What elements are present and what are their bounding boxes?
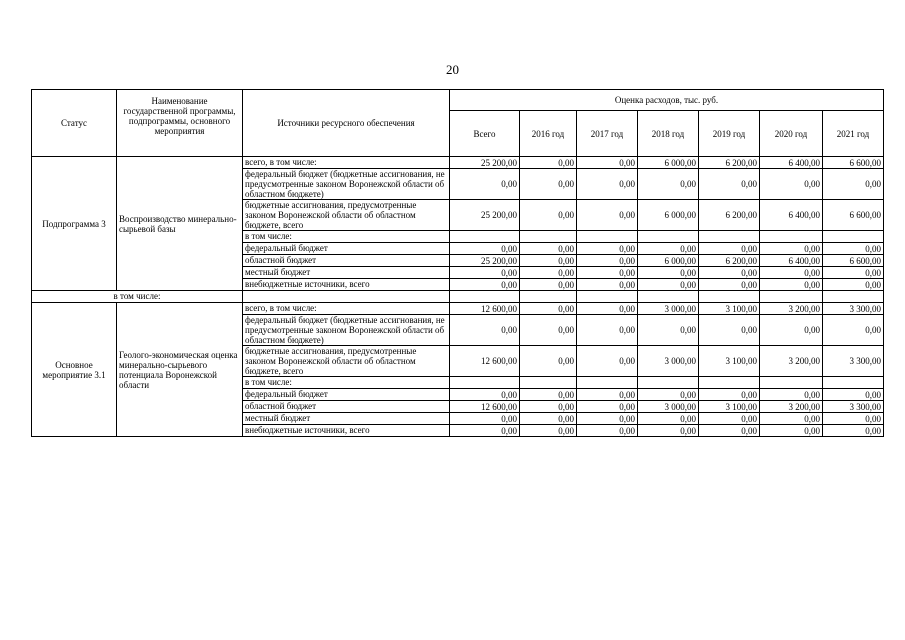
value-cell: 3 200,00 — [760, 401, 823, 413]
value-cell: 0,00 — [577, 243, 638, 255]
source-cell: внебюджетные источники, всего — [243, 279, 450, 291]
source-cell: всего, в том числе: — [243, 303, 450, 315]
value-cell: 3 100,00 — [699, 346, 760, 377]
value-cell: 0,00 — [823, 425, 884, 437]
value-cell: 0,00 — [699, 389, 760, 401]
value-cell: 0,00 — [699, 413, 760, 425]
value-cell — [823, 231, 884, 243]
value-cell — [760, 231, 823, 243]
value-cell: 0,00 — [638, 425, 699, 437]
value-cell: 0,00 — [823, 315, 884, 346]
value-cell: 6 200,00 — [699, 200, 760, 231]
value-cell: 0,00 — [520, 279, 577, 291]
value-cell: 0,00 — [760, 267, 823, 279]
value-cell: 0,00 — [520, 169, 577, 200]
value-cell: 12 600,00 — [450, 346, 520, 377]
value-cell: 0,00 — [577, 279, 638, 291]
empty-cell — [699, 291, 760, 303]
empty-cell — [760, 291, 823, 303]
value-cell: 3 000,00 — [638, 346, 699, 377]
value-cell: 25 200,00 — [450, 157, 520, 169]
value-cell: 0,00 — [760, 425, 823, 437]
section-label: в том числе: — [32, 291, 243, 303]
section-label-row — [32, 291, 884, 303]
value-cell: 0,00 — [760, 169, 823, 200]
value-cell: 0,00 — [450, 389, 520, 401]
value-cell — [520, 231, 577, 243]
value-cell: 0,00 — [638, 243, 699, 255]
value-cell: 3 000,00 — [638, 401, 699, 413]
value-cell — [450, 231, 520, 243]
header-col-2017: 2017 год — [577, 111, 638, 157]
value-cell: 0,00 — [823, 279, 884, 291]
value-cell: 0,00 — [577, 303, 638, 315]
value-cell: 0,00 — [760, 389, 823, 401]
value-cell: 0,00 — [520, 401, 577, 413]
value-cell: 0,00 — [699, 267, 760, 279]
value-cell: 6 400,00 — [760, 200, 823, 231]
value-cell: 0,00 — [638, 315, 699, 346]
value-cell: 3 300,00 — [823, 401, 884, 413]
source-cell: федеральный бюджет — [243, 389, 450, 401]
value-cell: 6 400,00 — [760, 255, 823, 267]
header-col-2019: 2019 год — [699, 111, 760, 157]
empty-cell — [243, 291, 450, 303]
value-cell: 0,00 — [699, 279, 760, 291]
value-cell: 6 600,00 — [823, 200, 884, 231]
source-cell: в том числе: — [243, 231, 450, 243]
source-cell: местный бюджет — [243, 267, 450, 279]
budget-table — [31, 89, 884, 437]
value-cell: 0,00 — [450, 279, 520, 291]
value-cell: 12 600,00 — [450, 303, 520, 315]
value-cell: 3 200,00 — [760, 346, 823, 377]
value-cell — [520, 377, 577, 389]
value-cell: 0,00 — [450, 425, 520, 437]
source-cell: областной бюджет — [243, 255, 450, 267]
value-cell: 0,00 — [638, 279, 699, 291]
empty-cell — [577, 291, 638, 303]
source-cell: областной бюджет — [243, 401, 450, 413]
value-cell: 6 600,00 — [823, 255, 884, 267]
value-cell: 6 000,00 — [638, 157, 699, 169]
value-cell: 0,00 — [823, 389, 884, 401]
empty-cell — [823, 291, 884, 303]
value-cell: 0,00 — [520, 425, 577, 437]
value-cell: 0,00 — [577, 346, 638, 377]
header-sources: Источники ресурсного обеспечения — [243, 90, 450, 157]
value-cell: 0,00 — [699, 169, 760, 200]
value-cell — [450, 377, 520, 389]
header-estimate: Оценка расходов, тыс. руб. — [450, 90, 884, 111]
value-cell: 0,00 — [823, 413, 884, 425]
source-cell: местный бюджет — [243, 413, 450, 425]
source-cell: бюджетные ассигнования, предусмотренные законом Воронежской области об областном бюджете, всего — [243, 346, 450, 377]
source-cell: бюджетные ассигнования, предусмотренные законом Воронежской области об областном бюджете, всего — [243, 200, 450, 231]
value-cell — [577, 377, 638, 389]
value-cell: 0,00 — [699, 315, 760, 346]
source-cell: внебюджетные источники, всего — [243, 425, 450, 437]
value-cell: 6 600,00 — [823, 157, 884, 169]
program-name-cell: Геолого-экономическая оценка минерально-сырьевого потенциала Воронежской области — [117, 303, 243, 437]
source-cell: федеральный бюджет — [243, 243, 450, 255]
value-cell: 0,00 — [638, 169, 699, 200]
value-cell: 12 600,00 — [450, 401, 520, 413]
value-cell: 3 300,00 — [823, 303, 884, 315]
value-cell: 0,00 — [450, 243, 520, 255]
value-cell: 6 200,00 — [699, 255, 760, 267]
value-cell: 0,00 — [520, 267, 577, 279]
value-cell: 0,00 — [577, 401, 638, 413]
empty-cell — [520, 291, 577, 303]
value-cell: 0,00 — [638, 413, 699, 425]
value-cell: 0,00 — [638, 267, 699, 279]
table-row — [32, 157, 884, 169]
value-cell: 0,00 — [577, 169, 638, 200]
program-name-cell: Воспроизводство минерально-сырьевой базы — [117, 157, 243, 291]
value-cell: 0,00 — [450, 169, 520, 200]
header-col-2020: 2020 год — [760, 111, 823, 157]
value-cell: 25 200,00 — [450, 200, 520, 231]
value-cell: 0,00 — [520, 255, 577, 267]
value-cell: 25 200,00 — [450, 255, 520, 267]
status-cell: Основное мероприятие 3.1 — [32, 303, 117, 437]
header-col-2021: 2021 год — [823, 111, 884, 157]
value-cell: 0,00 — [823, 169, 884, 200]
value-cell: 0,00 — [823, 267, 884, 279]
value-cell: 0,00 — [577, 255, 638, 267]
source-cell: в том числе: — [243, 377, 450, 389]
header-row — [32, 90, 884, 111]
value-cell: 6 000,00 — [638, 200, 699, 231]
value-cell: 0,00 — [520, 413, 577, 425]
value-cell — [760, 377, 823, 389]
value-cell: 3 000,00 — [638, 303, 699, 315]
value-cell: 0,00 — [520, 157, 577, 169]
value-cell — [699, 377, 760, 389]
value-cell: 0,00 — [520, 303, 577, 315]
value-cell: 0,00 — [760, 413, 823, 425]
value-cell: 0,00 — [450, 413, 520, 425]
value-cell: 3 200,00 — [760, 303, 823, 315]
value-cell: 0,00 — [577, 315, 638, 346]
table-row — [32, 303, 884, 315]
value-cell: 0,00 — [520, 243, 577, 255]
value-cell: 0,00 — [520, 315, 577, 346]
value-cell: 6 400,00 — [760, 157, 823, 169]
value-cell — [638, 377, 699, 389]
page-number: 20 — [446, 62, 459, 77]
value-cell — [577, 231, 638, 243]
value-cell: 0,00 — [638, 389, 699, 401]
header-status: Статус — [32, 90, 117, 157]
value-cell: 0,00 — [823, 243, 884, 255]
value-cell: 0,00 — [577, 200, 638, 231]
value-cell: 0,00 — [520, 200, 577, 231]
value-cell: 0,00 — [760, 279, 823, 291]
value-cell: 3 300,00 — [823, 346, 884, 377]
header-col-2018: 2018 год — [638, 111, 699, 157]
value-cell — [638, 231, 699, 243]
value-cell: 0,00 — [577, 413, 638, 425]
empty-cell — [638, 291, 699, 303]
value-cell: 3 100,00 — [699, 401, 760, 413]
value-cell: 3 100,00 — [699, 303, 760, 315]
value-cell: 0,00 — [520, 389, 577, 401]
header-col-total: Всего — [450, 111, 520, 157]
value-cell: 0,00 — [760, 315, 823, 346]
source-cell: федеральный бюджет (бюджетные ассигнования, не предусмотренные законом Воронежской области об областном бюджете) — [243, 169, 450, 200]
status-cell: Подпрограмма 3 — [32, 157, 117, 291]
value-cell: 0,00 — [450, 267, 520, 279]
value-cell: 0,00 — [577, 389, 638, 401]
value-cell: 6 200,00 — [699, 157, 760, 169]
value-cell — [823, 377, 884, 389]
value-cell: 0,00 — [699, 243, 760, 255]
value-cell: 0,00 — [699, 425, 760, 437]
value-cell — [699, 231, 760, 243]
value-cell: 0,00 — [577, 157, 638, 169]
header-col-2016: 2016 год — [520, 111, 577, 157]
source-cell: всего, в том числе: — [243, 157, 450, 169]
empty-cell — [450, 291, 520, 303]
header-name: Наименование государственной программы, подпрограммы, основного мероприятия — [117, 90, 243, 157]
value-cell: 0,00 — [450, 315, 520, 346]
value-cell: 6 000,00 — [638, 255, 699, 267]
value-cell: 0,00 — [520, 346, 577, 377]
value-cell: 0,00 — [577, 267, 638, 279]
value-cell: 0,00 — [577, 425, 638, 437]
value-cell: 0,00 — [760, 243, 823, 255]
source-cell: федеральный бюджет (бюджетные ассигнования, не предусмотренные законом Воронежской области об областном бюджете) — [243, 315, 450, 346]
